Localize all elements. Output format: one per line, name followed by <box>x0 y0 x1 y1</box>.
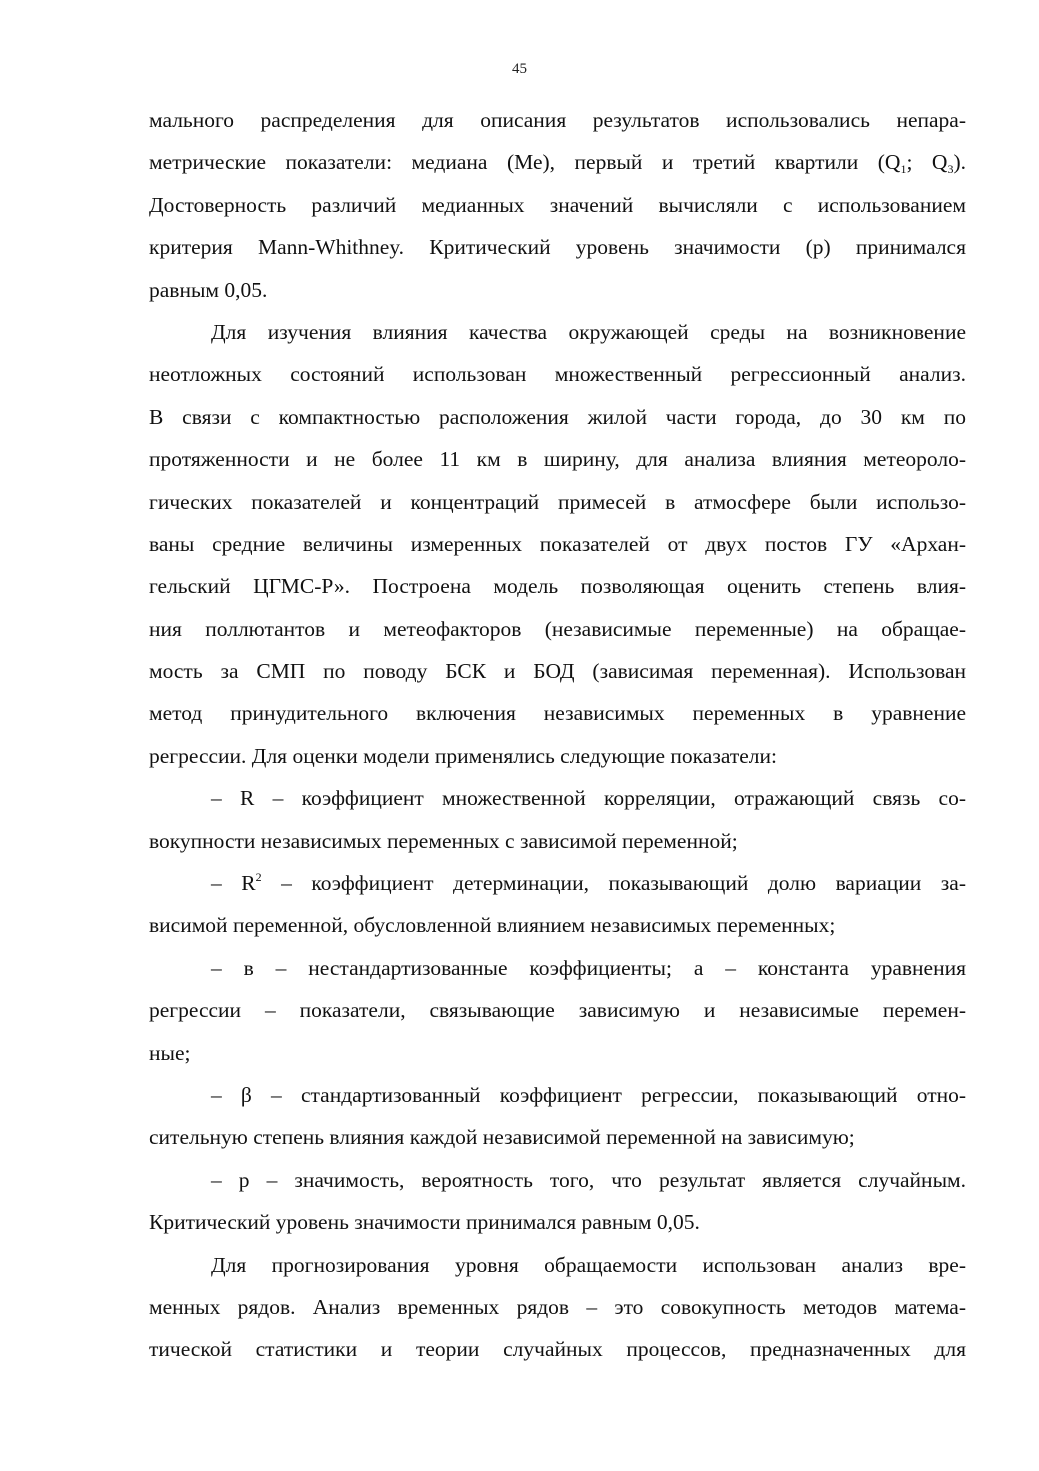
text-line: ния поллютантов и метеофакторов (независимые переменные) на обращае- <box>149 616 966 641</box>
text-line: В связи с компактностью расположения жилой части города, до 30 км по <box>149 404 966 429</box>
list-item-line: – $R^2$ – коэффициент детерминации, показывающий долю вариации за- <box>211 870 966 896</box>
superscript: 2 <box>255 870 262 885</box>
text-line: критерия Mann-Whithney. Критический уровень значимости (р) принимался <box>149 235 966 260</box>
text-line: равным 0,05. <box>149 277 268 302</box>
page-number: 45 <box>512 61 527 77</box>
body-text <box>149 99 966 1371</box>
subscript: 3 <box>947 162 954 177</box>
subscript: 1 <box>900 162 907 177</box>
text-line: гельский ЦГМС-Р». Построена модель позволяющая оценить степень влия- <box>149 574 966 599</box>
text-line: метод принудительного включения независимых переменных в уравнение <box>149 701 966 726</box>
list-item-line: вокупности независимых переменных с зависимой переменной; <box>149 828 738 853</box>
list-item-line: – р – значимость, вероятность того, что результат является случайным. <box>211 1167 966 1192</box>
text-line: гических показателей и концентраций примесей в атмосфере были использо- <box>149 489 966 514</box>
text-line: метрические показатели: медиана (Ме), первый и третий квартили ($Q_1$; $Q_3$). <box>149 150 967 177</box>
list-item-line: – R – коэффициент множественной корреляции, отражающий связь со- <box>211 786 966 811</box>
list-item-line: регрессии – показатели, связывающие зависимую и независимые перемен- <box>149 998 966 1023</box>
text-line: ваны средние величины измеренных показателей от двух постов ГУ «Архан- <box>149 531 966 556</box>
list-item-line: ные; <box>149 1040 191 1065</box>
text-line: тической статистики и теории случайных процессов, предназначенных для <box>149 1337 966 1362</box>
text-line: мального распределения для описания результатов использовались непара- <box>149 108 966 132</box>
text-line: Для прогнозирования уровня обращаемости использован анализ вре- <box>211 1252 966 1277</box>
list-item-line: – β – стандартизованный коэффициент регрессии, показывающий отно- <box>211 1082 966 1107</box>
text-line: мость за СМП по поводу БСК и БОД (зависимая переменная). Использован <box>149 659 966 684</box>
list-item-line: Критический уровень значимости принимался равным 0,05. <box>149 1210 700 1235</box>
text-line: Для изучения влияния качества окружающей среды на возникновение <box>211 319 966 344</box>
text-line: менных рядов. Анализ временных рядов – это совокупность методов матема- <box>149 1294 966 1319</box>
text-line: неотложных состояний использован множественный регрессионный анализ. <box>149 362 966 387</box>
text-line: регрессии. Для оценки модели применялись следующие показатели: <box>149 743 777 768</box>
list-item-line: висимой переменной, обусловленной влиянием независимых переменных; <box>149 913 836 938</box>
text-line: Достоверность различий медианных значений вычисляли с использованием <box>149 192 966 217</box>
list-item-line: – в – нестандартизованные коэффициенты; а – константа уравнения <box>211 955 966 980</box>
text-line: протяженности и не более 11 км в ширину, для анализа влияния метеороло- <box>149 447 966 472</box>
list-item-line: сительную степень влияния каждой независимой переменной на зависимую; <box>149 1125 855 1150</box>
